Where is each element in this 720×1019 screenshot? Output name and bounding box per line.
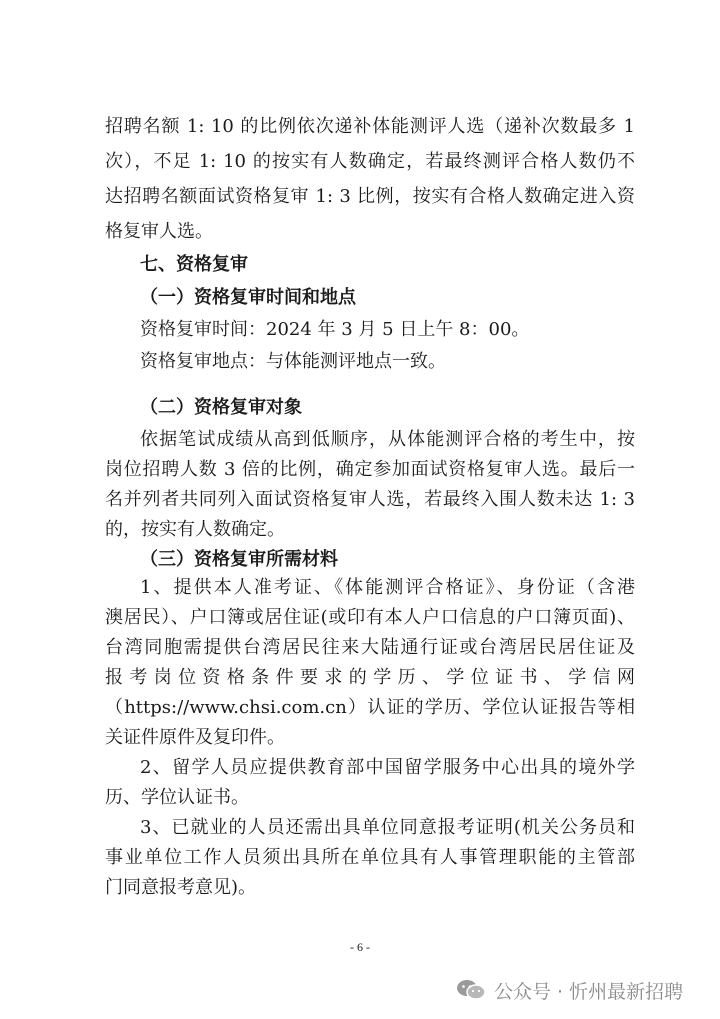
subsection-heading: （三）资格复审所需材料 bbox=[140, 549, 338, 570]
paragraph-line: 招聘名额 1: 10 的比例依次递补体能测评人选（递补次数最多 1 bbox=[105, 116, 635, 137]
subsection-heading: （二）资格复审对象 bbox=[140, 397, 302, 418]
paragraph-line: 资格复审地点：与体能测评地点一致。 bbox=[140, 351, 446, 372]
paragraph-line: 达招聘名额面试资格复审 1: 3 比例，按实有合格人数确定进入资 bbox=[105, 186, 635, 207]
paragraph-line: 格复审人选。 bbox=[105, 221, 213, 242]
paragraph-line: 资格复审时间：2024 年 3 月 5 日上午 8：00。 bbox=[140, 319, 530, 340]
paragraph-line: 3、已就业的人员还需出具单位同意报考证明(机关公务员和 bbox=[140, 817, 635, 838]
paragraph-line: 事业单位工作人员须出具所在单位具有人事管理职能的主管部 bbox=[105, 847, 635, 868]
wechat-icon bbox=[456, 979, 486, 1001]
paragraph-line: 关证件原件及复印件。 bbox=[105, 727, 285, 748]
paragraph-line: 岗位招聘人数 3 倍的比例，确定参加面试资格复审人选。最后一 bbox=[105, 459, 635, 480]
paragraph-line: 台湾同胞需提供台湾居民往来大陆通行证或台湾居民居住证及 bbox=[105, 637, 635, 658]
paragraph-line: （https://www.chsi.com.cn）认证的学历、学位认证报告等相 bbox=[105, 697, 635, 718]
paragraph-line: 历、学位认证书。 bbox=[105, 787, 249, 808]
paragraph-line: 澳居民）、户口簿或居住证(或印有本人户口信息的户口簿页面)、 bbox=[105, 607, 635, 628]
paragraph-line: 1、提供本人准考证、《体能测评合格证》、身份证（含港 bbox=[140, 577, 635, 598]
paragraph-line: 门同意报考意见)。 bbox=[105, 877, 257, 898]
paragraph-line: 依据笔试成绩从高到低顺序，从体能测评合格的考生中，按 bbox=[140, 429, 635, 450]
page-number: - 6 - bbox=[350, 940, 370, 954]
paragraph-line: 报考岗位资格条件要求的学历、学位证书、学信网 bbox=[105, 667, 635, 688]
paragraph-line: 2、留学人员应提供教育部中国留学服务中心出具的境外学 bbox=[140, 757, 635, 778]
paragraph-line: 的，按实有人数确定。 bbox=[105, 519, 285, 540]
paragraph-line: 次），不足 1: 10 的按实有人数确定，若最终测评合格人数仍不 bbox=[105, 151, 635, 172]
paragraph-line: 名并列者共同列入面试资格复审人选，若最终入围人数未达 1: 3 bbox=[105, 489, 635, 510]
section-heading: 七、资格复审 bbox=[140, 254, 248, 275]
subsection-heading: （一）资格复审时间和地点 bbox=[140, 287, 356, 308]
watermark-text: 公众号 · 忻州最新招聘 bbox=[494, 980, 684, 1003]
watermark bbox=[456, 975, 683, 1005]
